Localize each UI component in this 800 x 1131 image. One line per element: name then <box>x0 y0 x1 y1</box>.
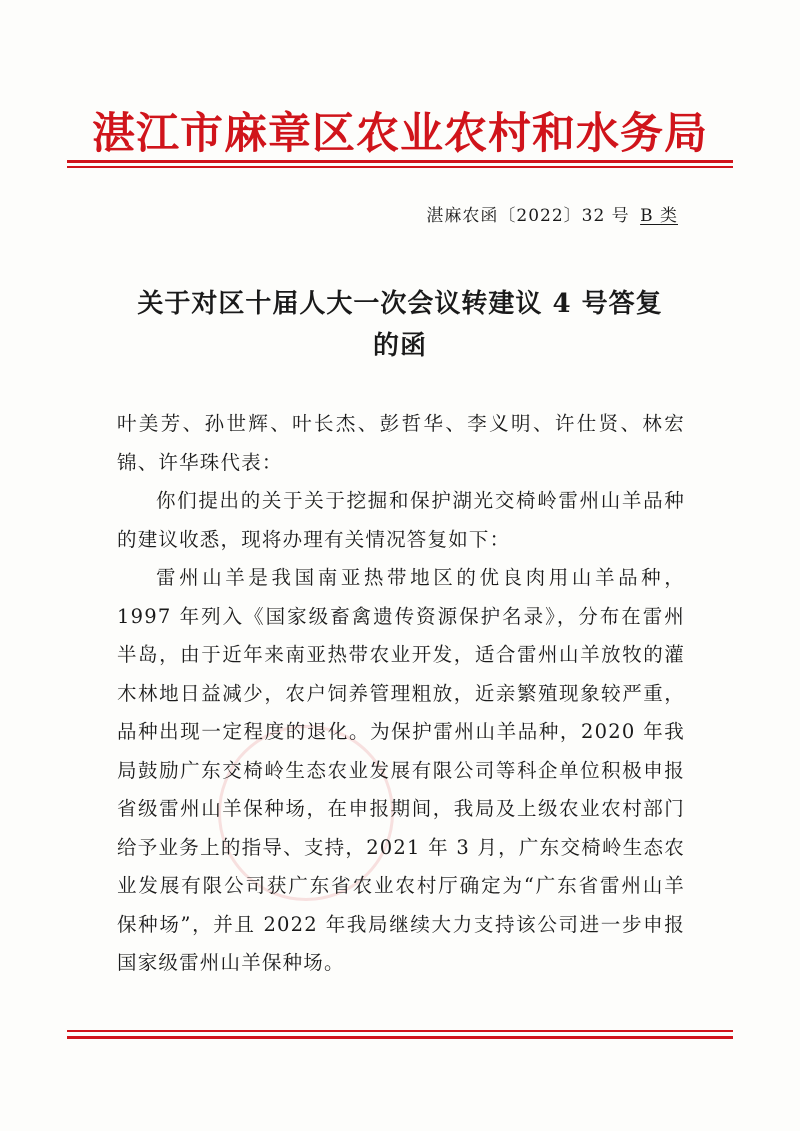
document-title-line-1: 关于对区十届人大一次会议转建议 4 号答复 <box>137 289 663 319</box>
document-title-line-2: 的函 <box>372 331 427 361</box>
body-paragraph-1: 你们提出的关于关于挖掘和保护湖光交椅岭雷州山羊品种的建议收悉，现将办理有关情况答复如下： <box>117 489 685 551</box>
footer-red-rule-thick <box>67 1036 733 1039</box>
salutation: 叶美芳、孙世辉、叶长杰、彭哲华、李义明、许仕贤、林宏锦、许华珠代表： <box>117 412 685 474</box>
body-paragraph-2: 雷州山羊是我国南亚热带地区的优良肉用山羊品种，1997 年列入《国家级畜禽遗传资源保护名录》，分布在雷州半岛，由于近年来南亚热带农业开发，适合雷州山羊放牧的灌木林地日益减少，农户饲养管理粗放，近亲繁殖现象较严重，品种出现一定程度的退化。为保护雷州山羊品种，2020 年我局鼓励广东交椅岭生态农业发展有限公司等科企单位积极申报省级雷州山羊保种场，在申报期间，我局及上级农业农村部门给予业务上的指导、支持，2021 年 3 月，广东交椅岭生态农业发展有限公司获广东省农业农村厅确定为“广东省雷州山羊保种场”，并且 2022 年我局继续大力支持该公司进一步申报国家级雷州山羊保种场。 <box>117 566 685 974</box>
letterhead-red-rule-thick <box>67 160 733 163</box>
document-title <box>80 283 720 367</box>
letterhead-agency-name: 湛江市麻章区农业农村和水务局 <box>92 109 708 159</box>
document-category: B 类 <box>640 206 678 226</box>
letterhead-red-rule-thin <box>67 166 733 168</box>
document-body <box>117 405 685 983</box>
footer-red-rule-thin <box>67 1030 733 1032</box>
document-number <box>426 201 678 226</box>
document-number-text: 湛麻农函〔2022〕32 号 <box>426 206 630 226</box>
